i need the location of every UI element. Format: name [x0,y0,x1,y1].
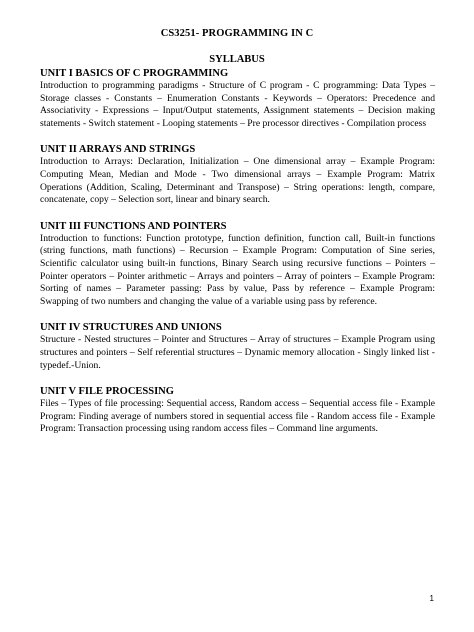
unit-section-4 [40,321,435,372]
unit-heading: UNIT II ARRAYS AND STRINGS [40,144,196,156]
syllabus-heading: SYLLABUS [209,54,265,65]
unit-heading: UNIT III FUNCTIONS AND POINTERS [40,220,227,232]
units-container [40,67,435,436]
unit-body: Files – Types of file processing: Sequential access, Random access – Sequential access file - Example Program: Finding average of numbers stored in sequential access file - Random access file - Example Program: Transaction processing using random access files – Command line arguments. [40,398,435,435]
document-title: CS3251- PROGRAMMING IN C [160,28,314,39]
unit-body: Structure - Nested structures – Pointer and Structures – Array of structures – Example Program using structures and pointers – Self referential structures – Dynamic memory allocation - Singly linked list - typedef.-Union. [40,334,435,371]
unit-heading: UNIT I BASICS OF C PROGRAMMING [40,68,229,79]
unit-body: Introduction to Arrays: Declaration, Initialization – One dimensional array – Example Program: Computing Mean, Median and Mode - Two dimensional arrays – Example Program: Matrix Operations (Addition, Scaling, Determinant and Transpose) – String operations: length, compare, concatenate, copy – Selection sort, linear and binary search. [40,156,435,206]
unit-section-1 [40,67,435,130]
unit-section-2 [40,143,435,206]
unit-heading: UNIT IV STRUCTURES AND UNIONS [40,322,222,334]
unit-body: Introduction to functions: Function prototype, function definition, function call, Built-in functions (string functions, math functions) – Recursion – Example Program: Computation of Sine series, Scientific calculator using built-in functions, Binary Search using recursive functions – Pointers – Pointer operators – Pointer arithmetic – Arrays and pointers – Array of pointers – Example Program: Sorting of names – Parameter passing: Pass by value, Pass by reference – Example Program: Swapping of two numbers and changing the value of a variable using pass by reference. [40,232,435,307]
page-number: 1 [429,594,434,603]
unit-body: Introduction to programming paradigms - Structure of C program - C programming: Data Types – Storage classes - Constants – Enumeration Constants - Keywords – Operators: Precedence and Associativity - Expressions – Input/Output statements, Assignment statements – Decision making statements - Switch statement - Looping statements – Pre processor directives - Compilation process [40,80,435,129]
unit-section-3 [40,220,435,309]
unit-section-5 [40,385,435,436]
unit-heading: UNIT V FILE PROCESSING [40,386,174,398]
